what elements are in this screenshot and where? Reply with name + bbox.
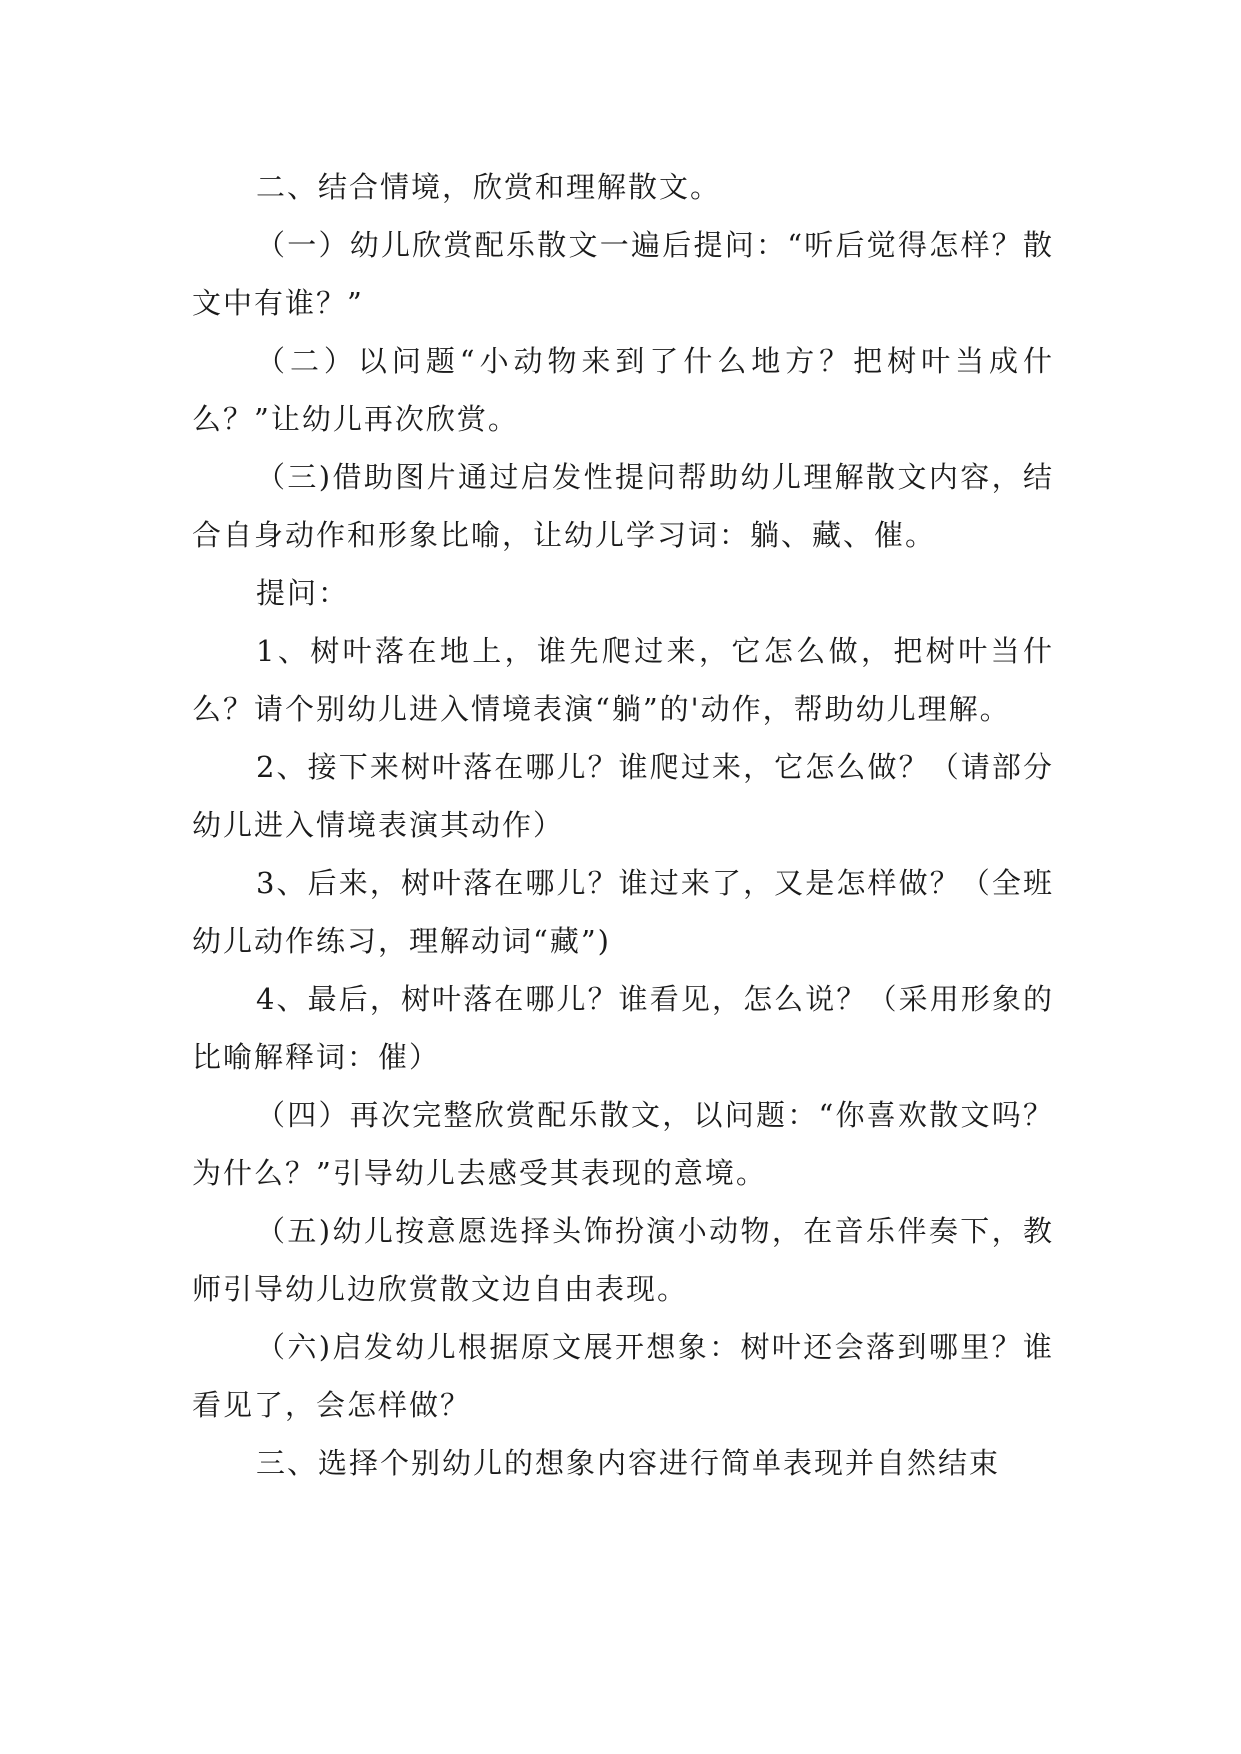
step-six-imagination: （六)启发幼儿根据原文展开想象：树叶还会落到哪里？谁看见了，会怎样做？ — [192, 1330, 1054, 1422]
document-body — [192, 158, 1054, 1492]
question-three: 3、后来，树叶落在哪儿？谁过来了，又是怎样做？（全班幼儿动作练习，理解动词“藏”) — [192, 866, 1054, 958]
step-five-role-play: （五)幼儿按意愿选择头饰扮演小动物，在音乐伴奏下，教师引导幼儿边欣赏散文边自由表现。 — [192, 1214, 1054, 1306]
question-two: 2、接下来树叶落在哪儿？谁爬过来，它怎么做？（请部分幼儿进入情境表演其动作） — [192, 750, 1054, 842]
step-four-full-appreciation: （四）再次完整欣赏配乐散文，以问题：“你喜欢散文吗？为什么？”引导幼儿去感受其表现的意境。 — [192, 1098, 1054, 1190]
step-three-picture-prompts: （三)借助图片通过启发性提问帮助幼儿理解散文内容，结合自身动作和形象比喻，让幼儿学习词：躺、藏、催。 — [192, 460, 1054, 552]
step-one-listen-and-ask: （一）幼儿欣赏配乐散文一遍后提问：“听后觉得怎样？散文中有谁？” — [192, 228, 1054, 320]
question-one: 1、树叶落在地上，谁先爬过来，它怎么做，把树叶当什么？请个别幼儿进入情境表演“躺”的'动作，帮助幼儿理解。 — [192, 634, 1054, 726]
question-four: 4、最后，树叶落在哪儿？谁看见，怎么说？（采用形象的比喻解释词：催） — [192, 982, 1054, 1074]
section-heading-appreciate-prose: 二、结合情境，欣赏和理解散文。 — [256, 170, 722, 204]
section-heading-conclusion: 三、选择个别幼儿的想象内容进行简单表现并自然结束 — [256, 1446, 1001, 1480]
questions-label: 提问： — [256, 576, 350, 610]
step-two-question-and-reappreciate: （二）以问题“小动物来到了什么地方？把树叶当成什么？”让幼儿再次欣赏。 — [192, 344, 1054, 436]
